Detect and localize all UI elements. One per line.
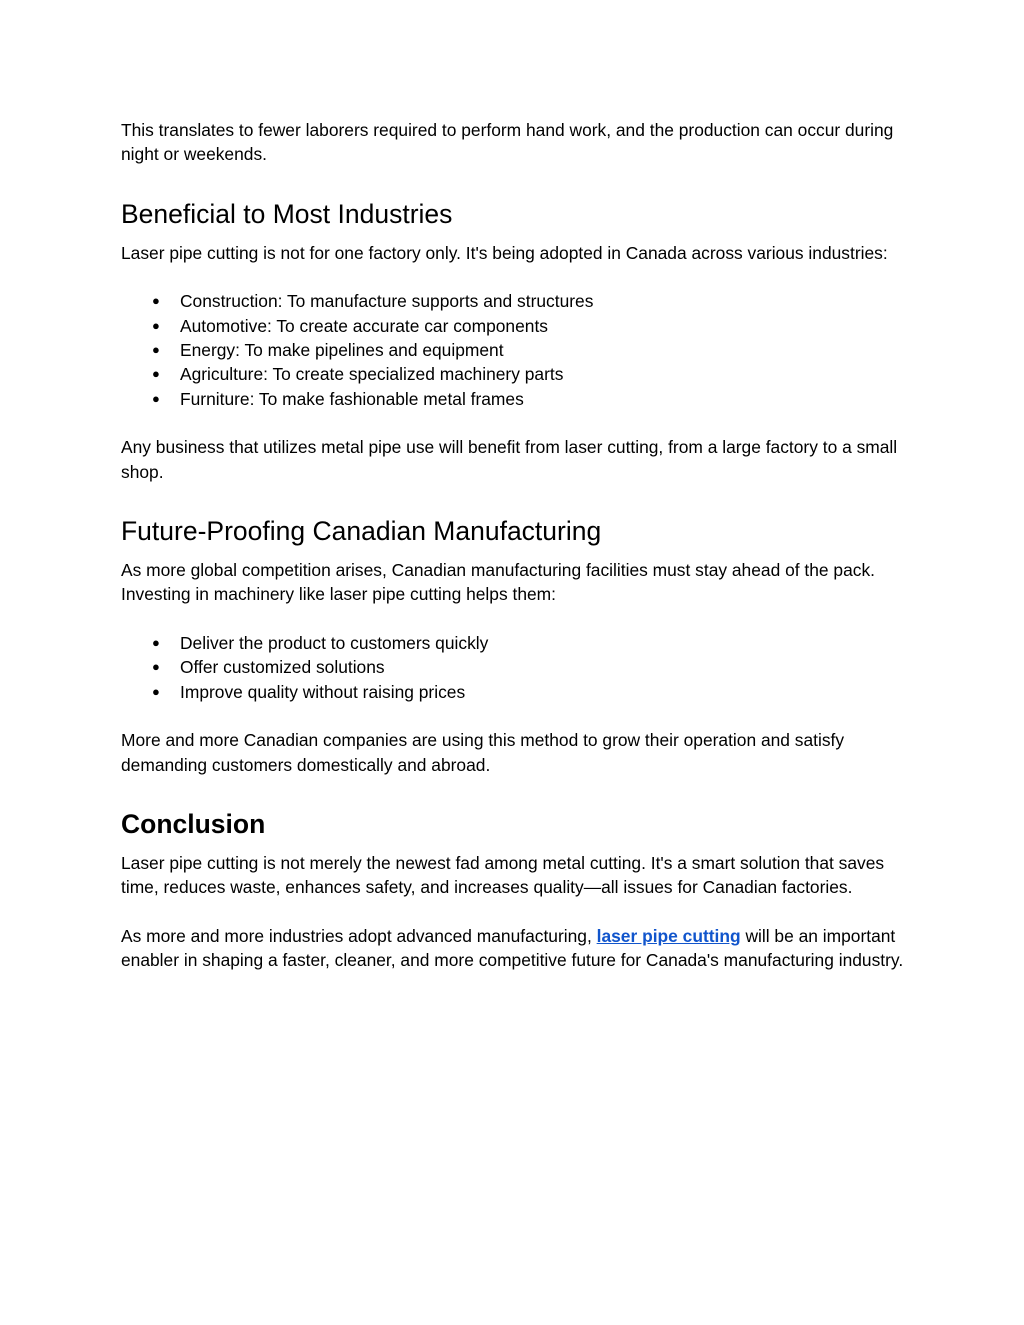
list-item: ● Agriculture: To create specialized machinery parts <box>121 362 911 386</box>
section-heading-industries: Beneficial to Most Industries <box>121 198 453 229</box>
future-summary-paragraph: More and more Canadian companies are using this method to grow their operation and satisfy demanding customers domestically and abroad. <box>121 730 845 775</box>
future-intro-paragraph: As more global competition arises, Canadian manufacturing facilities must stay ahead of the pack. Investing in machinery like laser pipe cutting helps them: <box>121 560 875 605</box>
list-item: ● Improve quality without raising prices <box>121 680 911 704</box>
industries-intro-paragraph: Laser pipe cutting is not for one factory only. It's being adopted in Canada across various industries: <box>121 242 888 263</box>
section-heading-conclusion: Conclusion <box>121 808 266 839</box>
benefits-list <box>121 631 911 704</box>
conclusion-paragraph-2 <box>121 924 911 973</box>
list-item: ● Energy: To make pipelines and equipment <box>121 338 911 362</box>
conclusion-paragraph-1: Laser pipe cutting is not merely the newest fad among metal cutting. It's a smart solution that saves time, reduces waste, enhances safety, and increases quality—all issues for Canadian factories. <box>121 852 885 898</box>
laser-pipe-cutting-link[interactable]: laser pipe cutting <box>596 925 741 946</box>
industries-list <box>121 289 911 411</box>
industries-summary-paragraph: Any business that utilizes metal pipe use will benefit from laser cutting, from a large factory to a small shop. <box>121 437 898 482</box>
section-heading-future-proofing: Future-Proofing Canadian Manufacturing <box>121 516 602 547</box>
document-page <box>121 118 911 973</box>
intro-paragraph: This translates to fewer laborers required to perform hand work, and the production can occur during night or weekends. <box>121 120 894 165</box>
list-item: ● Offer customized solutions <box>121 655 911 679</box>
list-item: ● Automotive: To create accurate car components <box>121 314 911 338</box>
list-item: ● Construction: To manufacture supports and structures <box>121 289 911 313</box>
conclusion-text-before-link: As more and more industries adopt advanced manufacturing, <box>121 925 597 946</box>
conclusion-text-after-link: will be an important enabler in shaping a faster, cleaner, and more competitive future for Canada's manufacturing industry. <box>121 925 904 971</box>
list-item: ● Furniture: To make fashionable metal frames <box>121 387 911 411</box>
list-item: ● Deliver the product to customers quickly <box>121 631 911 655</box>
